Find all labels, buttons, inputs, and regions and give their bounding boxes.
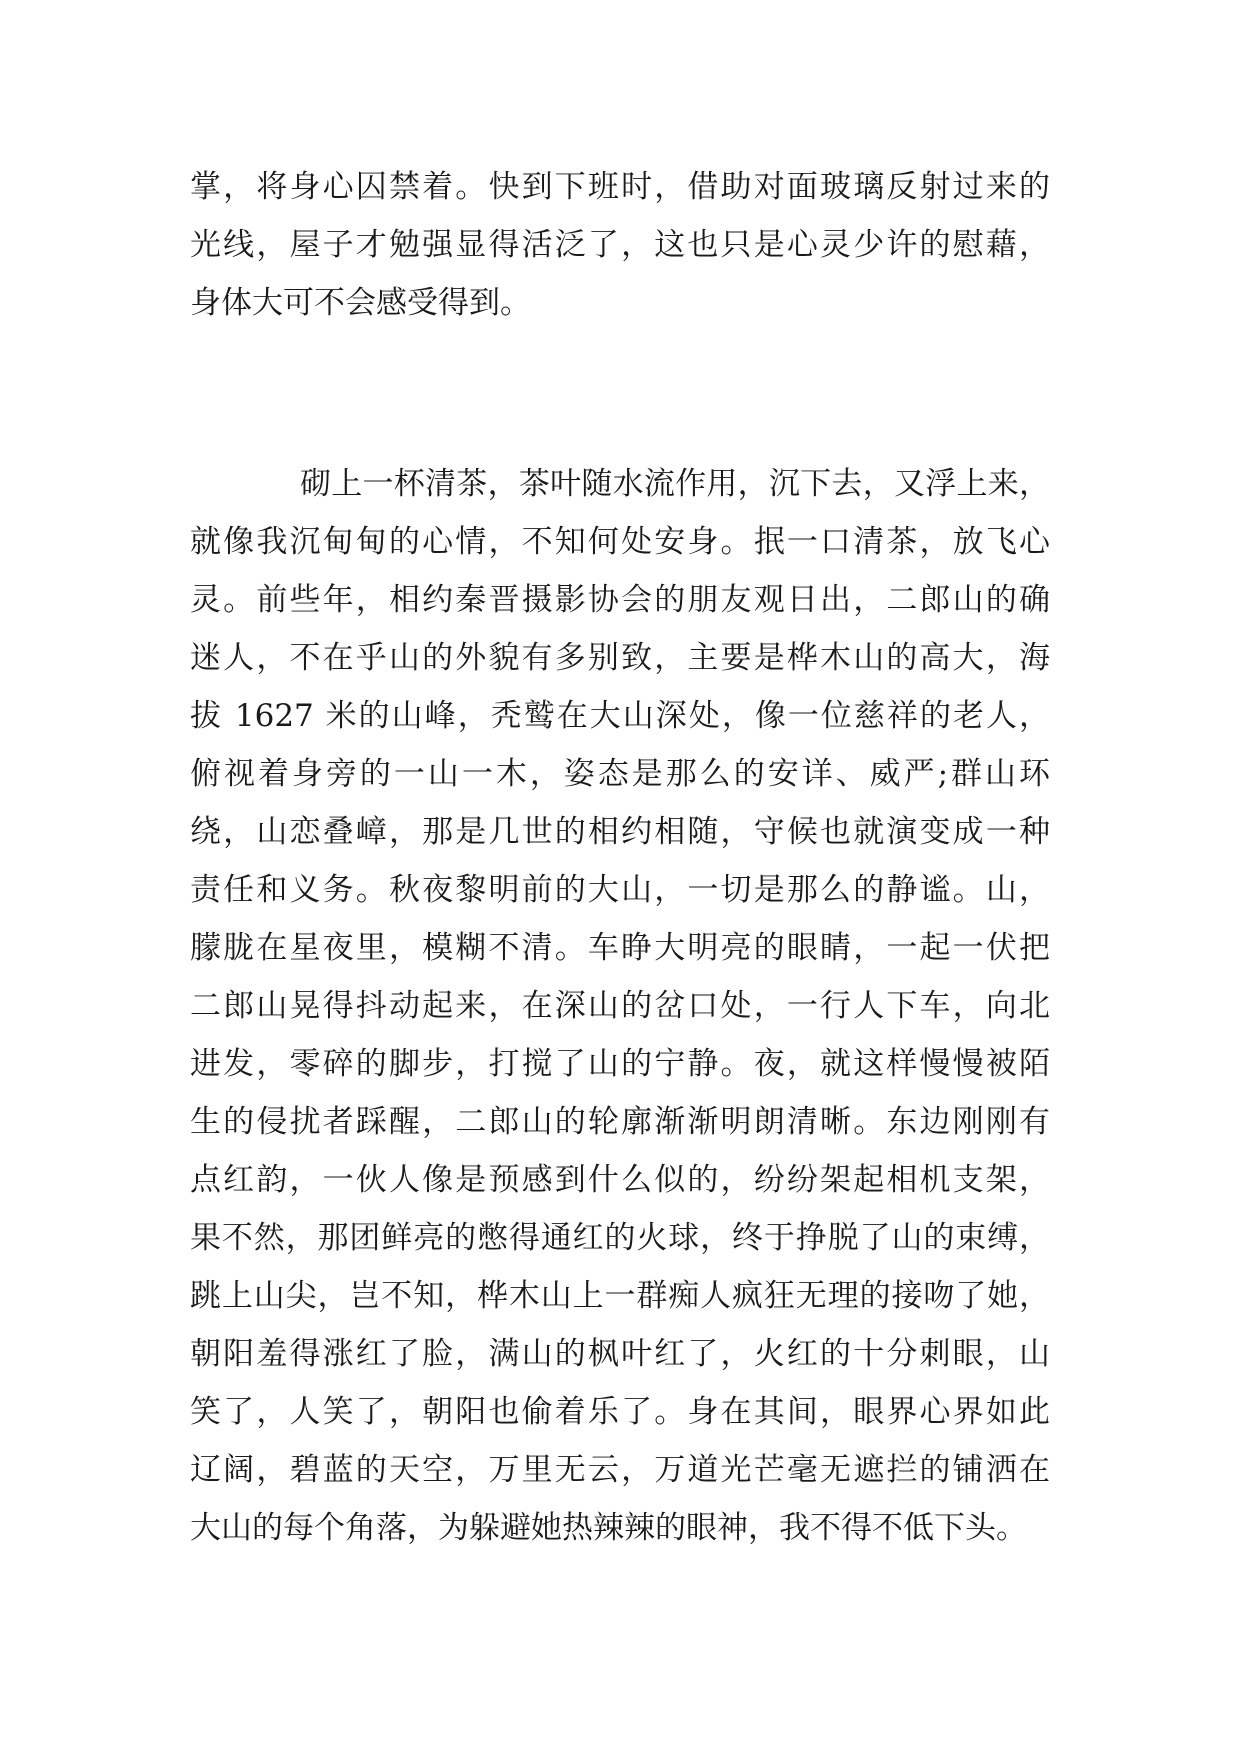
paragraph-1	[190, 158, 1050, 332]
text-line: 灵。前些年，相约秦晋摄影协会的朋友观日出，二郎山的确	[190, 582, 1050, 618]
text-line: 笑了，人笑了，朝阳也偷着乐了。身在其间，眼界心界如此	[190, 1394, 1050, 1430]
text-line: 进发，零碎的脚步，打搅了山的宁静。夜，就这样慢慢被陌	[190, 1046, 1050, 1082]
text-line: 掌，将身心囚禁着。快到下班时，借助对面玻璃反射过来的	[190, 169, 1050, 205]
text-line: 点红韵，一伙人像是预感到什么似的，纷纷架起相机支架，	[190, 1162, 1050, 1198]
text-line: 俯视着身旁的一山一木，姿态是那么的安详、威严;群山环	[190, 756, 1050, 792]
paragraph-2	[190, 455, 1050, 1557]
text-line: 迷人，不在乎山的外貌有多别致，主要是桦木山的高大，海	[190, 640, 1050, 676]
text-line: 生的侵扰者踩醒，二郎山的轮廓渐渐明朗清晰。东边刚刚有	[190, 1104, 1050, 1140]
text-line: 果不然，那团鲜亮的憋得通红的火球，终于挣脱了山的束缚，	[190, 1220, 1050, 1256]
text-line: 绕，山恋叠嶂，那是几世的相约相随，守候也就演变成一种	[190, 814, 1050, 850]
text-line: 光线，屋子才勉强显得活泛了，这也只是心灵少许的慰藉，	[190, 227, 1050, 263]
text-line: 辽阔，碧蓝的天空，万里无云，万道光芒毫无遮拦的铺洒在	[190, 1452, 1050, 1488]
text-line: 大山的每个角落，为躲避她热辣辣的眼神，我不得不低下头。	[190, 1510, 1027, 1546]
text-line: 拔 1627 米的山峰，秃鹫在大山深处，像一位慈祥的老人，	[190, 698, 1050, 734]
text-line: 身体大可不会感受得到。	[190, 285, 531, 321]
text-line: 责任和义务。秋夜黎明前的大山，一切是那么的静谧。山，	[190, 872, 1050, 908]
text-line: 朦胧在星夜里，模糊不清。车睁大明亮的眼睛，一起一伏把	[190, 930, 1050, 966]
text-line: 朝阳羞得涨红了脸，满山的枫叶红了，火红的十分刺眼，山	[190, 1336, 1050, 1372]
text-line: 二郎山晃得抖动起来，在深山的岔口处，一行人下车，向北	[190, 988, 1050, 1024]
text-line: 就像我沉甸甸的心情，不知何处安身。抿一口清茶，放飞心	[190, 524, 1050, 560]
text-line: 砌上一杯清茶，茶叶随水流作用，沉下去，又浮上来，	[300, 466, 1050, 502]
text-line: 跳上山尖，岂不知，桦木山上一群痴人疯狂无理的接吻了她，	[190, 1278, 1050, 1314]
